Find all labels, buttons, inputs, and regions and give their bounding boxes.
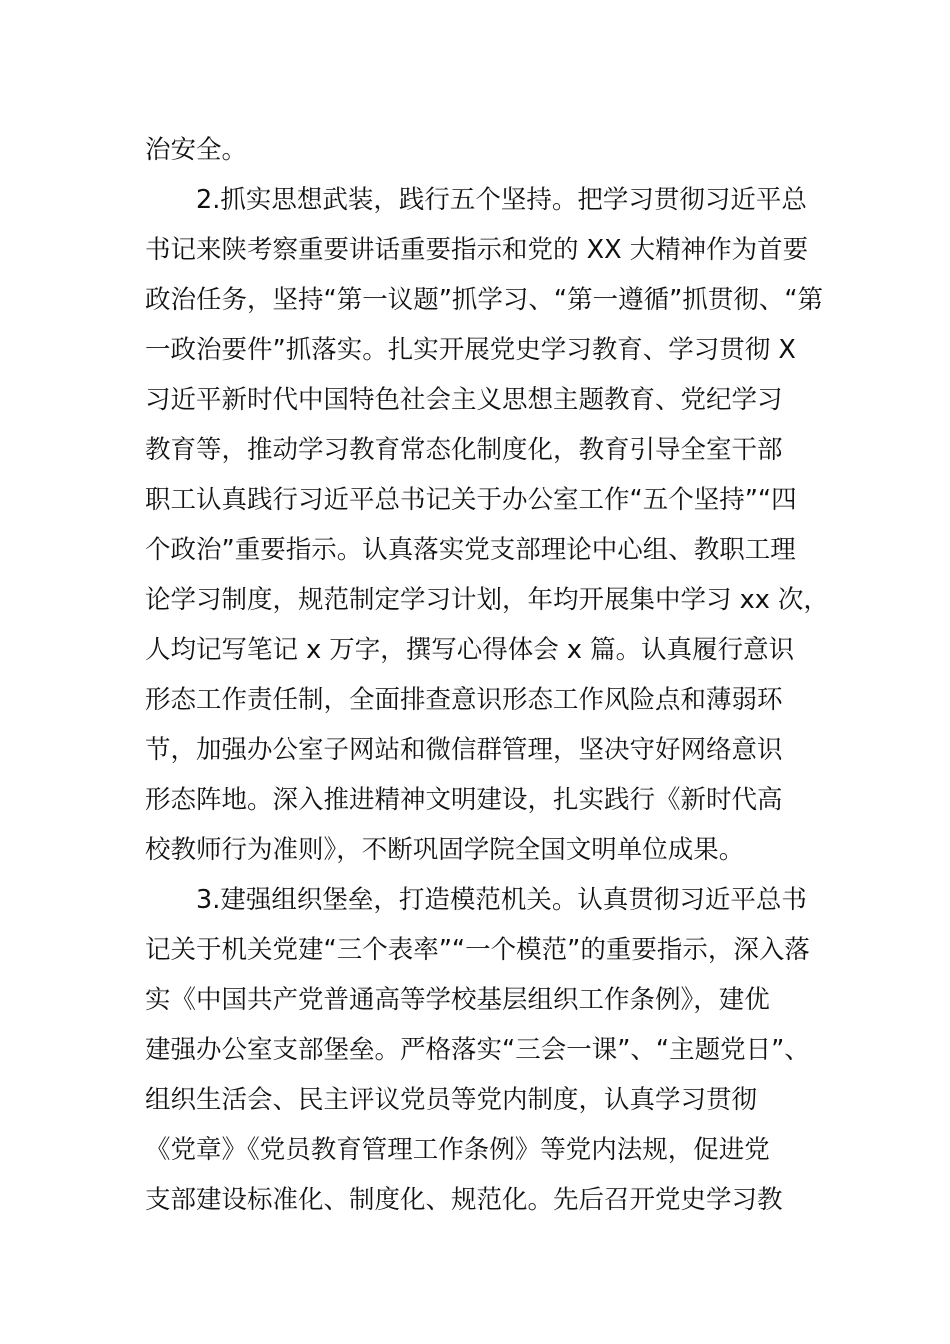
line-text: 《党章》《党员教育管理工作条例》等党内法规，促进党 [145, 1135, 770, 1165]
line-text: 支部建设标准化、制度化、规范化。先后召开党史学习教 [145, 1185, 783, 1215]
text-line [0, 775, 950, 825]
text-line [0, 225, 950, 275]
text-line [0, 875, 950, 925]
text-line [0, 975, 950, 1025]
line-text: 书记来陕考察重要讲话重要指示和党的 XX 大精神作为首要 [145, 235, 809, 265]
text-line [0, 725, 950, 775]
text-line [0, 525, 950, 575]
line-text: 教育等，推动学习教育常态化制度化，教育引导全室干部 [145, 435, 783, 465]
text-line [0, 275, 950, 325]
line-text: 习近平新时代中国特色社会主义思想主题教育、党纪学习 [145, 385, 783, 415]
text-line [0, 125, 950, 175]
line-text: 职工认真践行习近平总书记关于办公室工作“五个坚持”“四 [145, 485, 797, 515]
text-line [0, 1075, 950, 1125]
text-line [0, 925, 950, 975]
text-line [0, 1175, 950, 1225]
text-line [0, 575, 950, 625]
text-line [0, 825, 950, 875]
line-text: 节，加强办公室子网站和微信群管理，坚决守好网络意识 [145, 735, 783, 765]
line-text: 实《中国共产党普通高等学校基层组织工作条例》，建优 [145, 985, 770, 1015]
line-text: 治安全。 [145, 135, 248, 165]
text-line [0, 625, 950, 675]
text-line [0, 375, 950, 425]
text-line [0, 475, 950, 525]
line-text: 人均记写笔记 x 万字，撰写心得体会 x 篇。认真履行意识 [145, 635, 795, 665]
line-text: 2.抓实思想武装，践行五个坚持。把学习贯彻习近平总 [196, 185, 807, 215]
line-text: 组织生活会、民主评议党员等党内制度，认真学习贯彻 [145, 1085, 758, 1115]
line-text: 个政治”重要指示。认真落实党支部理论中心组、教职工理 [145, 535, 796, 565]
line-text: 形态工作责任制，全面排查意识形态工作风险点和薄弱环 [145, 685, 783, 715]
text-line [0, 1125, 950, 1175]
text-line [0, 425, 950, 475]
text-line [0, 175, 950, 225]
line-text: 论学习制度，规范制定学习计划，年均开展集中学习 xx 次， [145, 585, 829, 615]
text-line [0, 675, 950, 725]
line-text: 政治任务，坚持“第一议题”抓学习、“第一遵循”抓贯彻、“第 [145, 285, 824, 315]
line-text: 记关于机关党建“三个表率”“一个模范”的重要指示，深入落 [145, 935, 810, 965]
line-text: 建强办公室支部堡垒。严格落实“三会一课”、“主题党日”、 [145, 1035, 810, 1065]
line-text: 校教师行为准则》，不断巩固学院全国文明单位成果。 [145, 835, 745, 865]
line-text: 一政治要件”抓落实。扎实开展党史学习教育、学习贯彻 X [145, 335, 796, 365]
line-text: 3.建强组织堡垒，打造模范机关。认真贯彻习近平总书 [196, 885, 807, 915]
text-line [0, 325, 950, 375]
text-line [0, 1025, 950, 1075]
line-text: 形态阵地。深入推进精神文明建设，扎实践行《新时代高 [145, 785, 783, 815]
